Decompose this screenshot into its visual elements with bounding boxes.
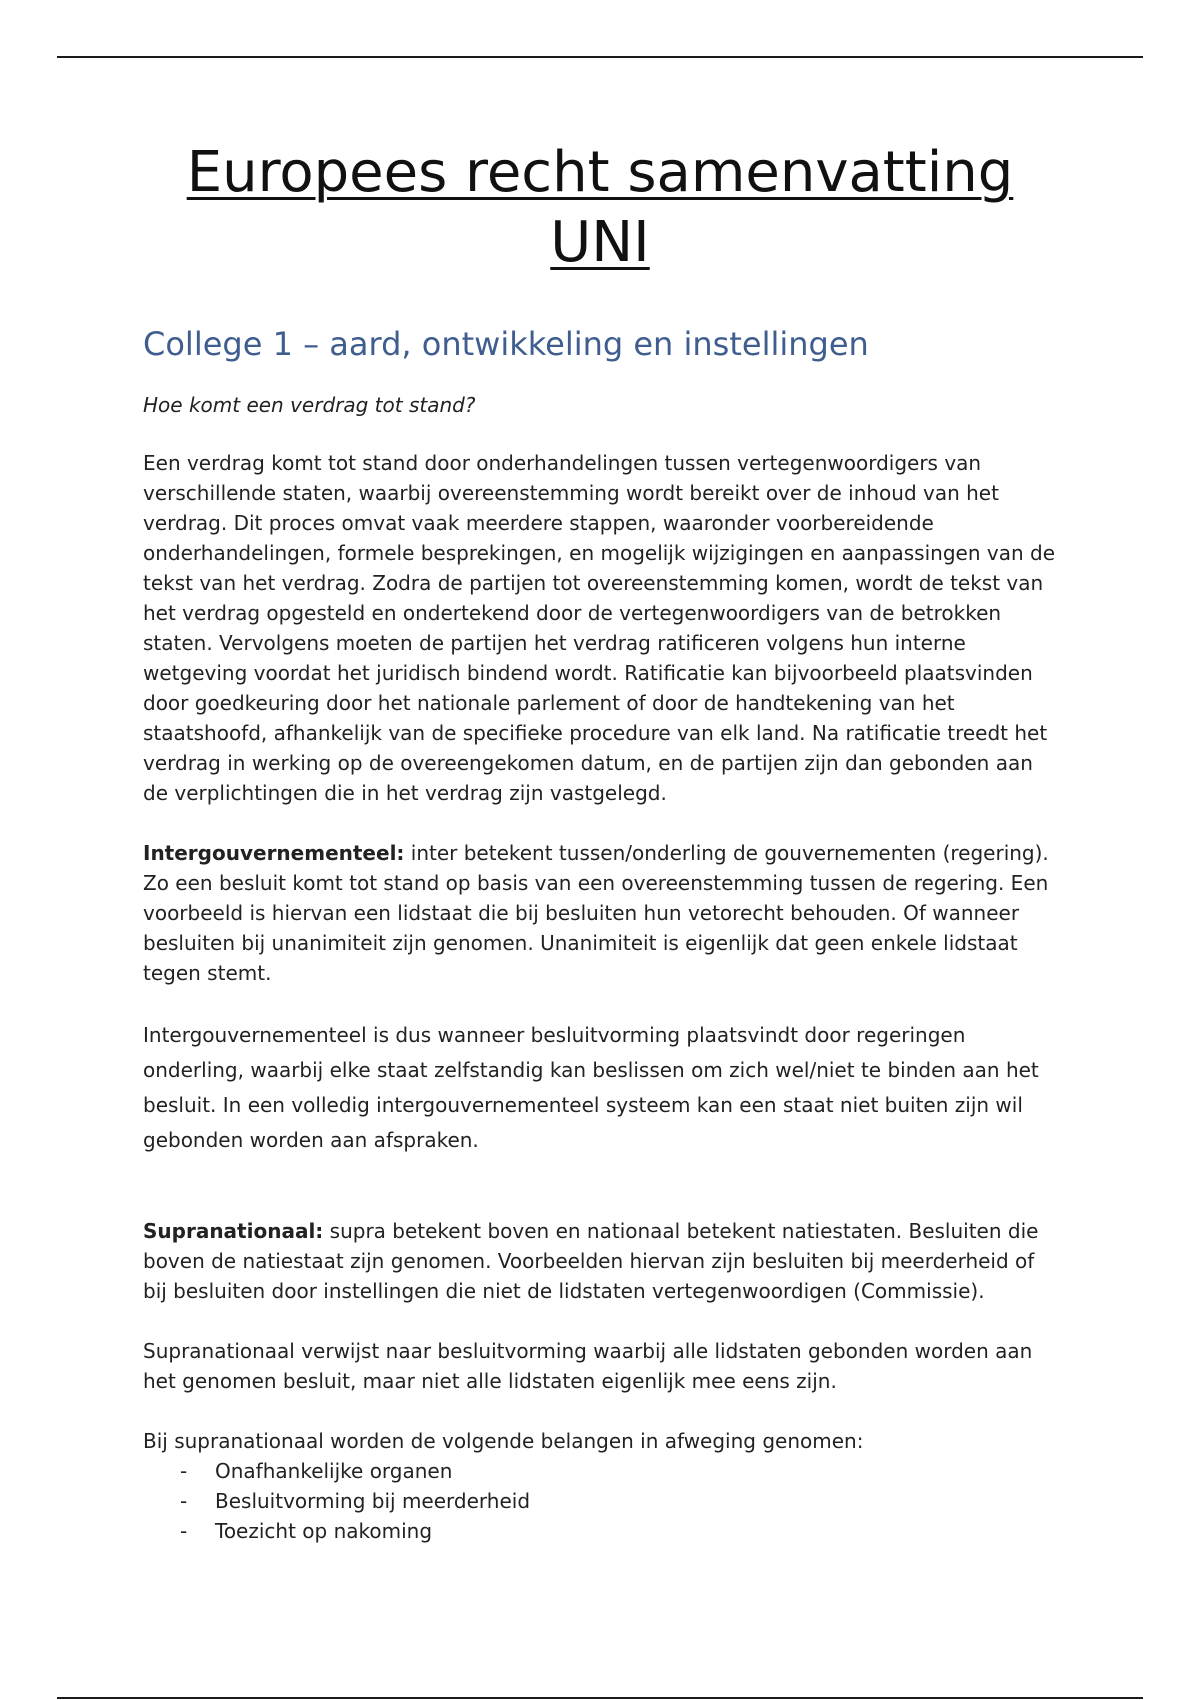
list-item-text: Toezicht op nakoming <box>215 1519 433 1543</box>
question-line: Hoe komt een verdrag tot stand? <box>143 393 476 417</box>
list-dash-marker: - <box>180 1489 188 1513</box>
list-dash-marker: - <box>180 1459 188 1483</box>
list-item <box>143 1456 1063 1486</box>
section-heading: College 1 – aard, ontwikkeling en instellingen <box>143 325 869 363</box>
definition-supranationaal: supra betekent boven en nationaal betekent natiestaten. Besluiten die boven de natiestaat zijn genomen. Voorbeelden hiervan zijn besluiten bij meerderheid of bij besluiten door instellingen die niet de lidstaten vertegenwoordigen (Commissie). <box>143 1219 1039 1303</box>
list-dash-marker: - <box>180 1519 188 1543</box>
paragraph-supranationaal-2: Supranationaal verwijst naar besluitvorming waarbij alle lidstaten gebonden worden aan het genomen besluit, maar niet alle lidstaten eigenlijk mee eens zijn. <box>143 1339 1033 1393</box>
list-item-text: Besluitvorming bij meerderheid <box>215 1489 531 1513</box>
definition-intergouvernementeel: inter betekent tussen/onderling de gouvernementen (regering). Zo een besluit komt tot stand op basis van een overeenstemming tussen de regering. Een voorbeeld is hiervan een lidstaat die bij besluiten hun vetorecht behouden. Of wanneer besluiten bij unanimiteit zijn genomen. Unanimiteit is eigenlijk dat geen enkele lidstaat tegen stemt. <box>143 841 1049 985</box>
title-line-2: UNI <box>550 210 650 275</box>
bottom-horizontal-rule <box>57 1697 1143 1699</box>
term-supranationaal: Supranationaal: <box>143 1219 324 1243</box>
paragraph-supranationaal-3: Bij supranationaal worden de volgende belangen in afweging genomen: <box>143 1429 864 1453</box>
document-body <box>143 324 1063 1546</box>
paragraph-verdrag: Een verdrag komt tot stand door onderhandelingen tussen vertegenwoordigers van verschillende staten, waarbij overeenstemming wordt bereikt over de inhoud van het verdrag. Dit proces omvat vaak meerdere stappen, waaronder voorbereidende onderhandelingen, formele besprekingen, en mogelijk wijzigingen en aanpassingen van de tekst van het verdrag. Zodra de partijen tot overeenstemming komen, wordt de tekst van het verdrag opgesteld en ondertekend door de vertegenwoordigers van de betrokken staten. Vervolgens moeten de partijen het verdrag ratificeren volgens hun interne wetgeving voordat het juridisch bindend wordt. Ratificatie kan bijvoorbeeld plaatsvinden door goedkeuring door het nationale parlement of door de handtekening van het staatshoofd, afhankelijk van de specifieke procedure van elk land. Na ratificatie treedt het verdrag in werking op de overeengekomen datum, en de partijen zijn dan gebonden aan de verplichtingen die in het verdrag zijn vastgelegd. <box>143 451 1055 805</box>
list-item <box>143 1516 1063 1546</box>
top-horizontal-rule <box>57 56 1143 58</box>
term-intergouvernementeel: Intergouvernementeel: <box>143 841 405 865</box>
paragraph-intergouvernementeel <box>143 838 1063 988</box>
paragraph-intergouvernementeel-2: Intergouvernementeel is dus wanneer besluitvorming plaatsvindt door regeringen onderling, waarbij elke staat zelfstandig kan beslissen om zich wel/niet te binden aan het besluit. In een volledig intergouvernementeel systeem kan een staat niet buiten zijn wil gebonden worden aan afspraken. <box>143 1023 1039 1152</box>
document-title <box>57 138 1143 278</box>
list-item <box>143 1486 1063 1516</box>
paragraph-supranationaal <box>143 1216 1063 1306</box>
list-item-text: Onafhankelijke organen <box>215 1459 453 1483</box>
title-line-1: Europees recht samenvatting <box>186 140 1014 205</box>
belangen-list <box>143 1456 1063 1546</box>
